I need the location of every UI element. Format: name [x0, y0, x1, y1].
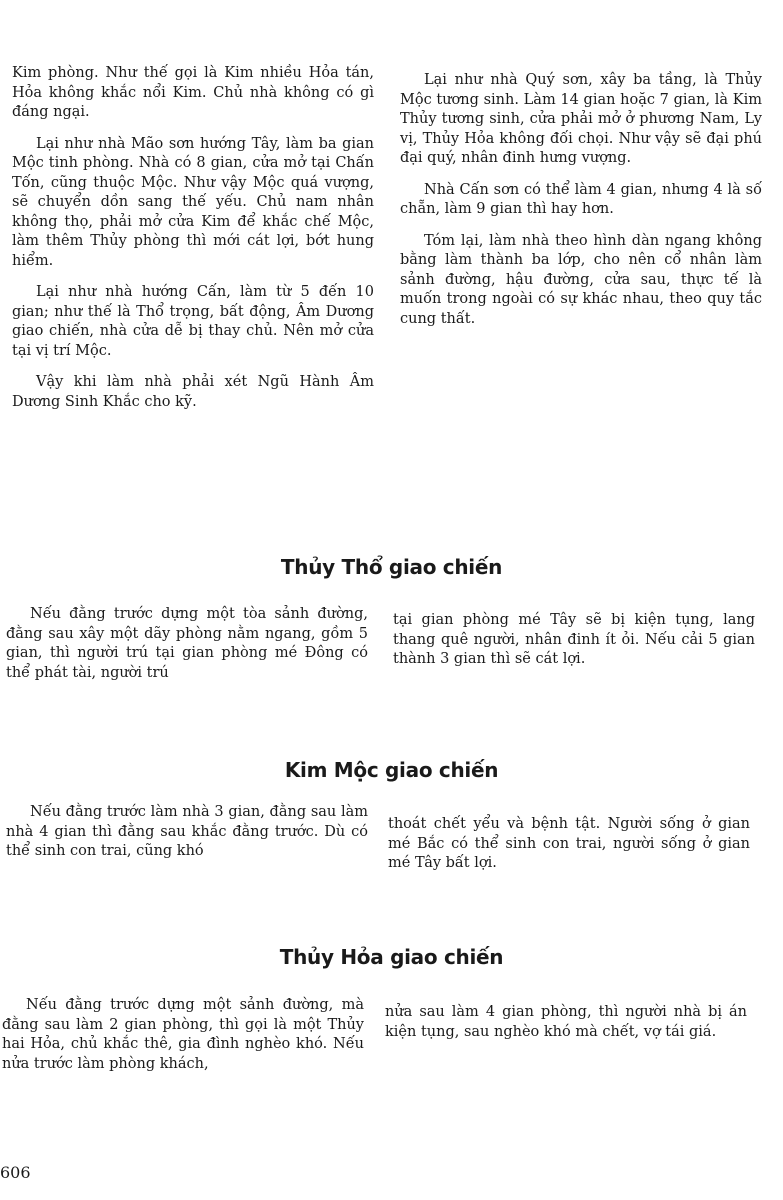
section-right-column — [385, 1003, 747, 1054]
section-heading: Thủy Hỏa giao chiến — [279, 945, 504, 969]
section-right-column — [388, 815, 750, 886]
paragraph: Tóm lại, làm nhà theo hình dàn ngang không bằng làm thành ba lớp, cho nên cổ nhân làm sảnh đường, hậu đường, cửa sau, thực tế là muốn trong ngoài có sự khác nhau, theo quy tắc cung thất. — [400, 232, 762, 327]
section-left-column — [6, 803, 368, 874]
paragraph: Lại như nhà Mão sơn hướng Tây, làm ba gian Mộc tinh phòng. Nhà có 8 gian, cửa mở tại Chấn Tốn, cũng thuộc Mộc. Như vậy Mộc quá vượng, sẽ chuyển dồn sang thế yếu. Chủ nam nhân không thọ, phải mở cửa Kim để khắc chế Mộc, làm thêm Thủy phòng thì mới cát lợi, bớt hung hiểm. — [12, 135, 374, 269]
paragraph: tại gian phòng mé Tây sẽ bị kiện tụng, lang thang quê người, nhân đinh ít ỏi. Nếu cải 5 gian thành 3 gian thì sẽ cát lợi. — [393, 612, 755, 667]
paragraph: Lại như nhà hướng Cấn, làm từ 5 đến 10 gian; như thế là Thổ trọng, bất động, Âm Dương giao chiến, nhà cửa dễ bị thay chủ. Nên mở cửa tại vị trí Mộc. — [12, 284, 374, 359]
paragraph: Nhà Cấn sơn có thể làm 4 gian, nhưng 4 là số chẵn, làm 9 gian thì hay hơn. — [400, 181, 762, 217]
paragraph: Kim phòng. Như thế gọi là Kim nhiều Hỏa tán, Hỏa không khắc nổi Kim. Chủ nhà không có gì đáng ngại. — [12, 65, 374, 120]
paragraph: Nếu đằng trước dựng một sảnh đường, mà đằng sau làm 2 gian phòng, thì gọi là một Thủy hai Hỏa, chủ khắc thê, gia đình nghèo khó. Nếu nửa trước làm phòng khách, — [2, 997, 364, 1072]
top-left-column — [12, 64, 374, 424]
paragraph: Nếu đằng trước làm nhà 3 gian, đằng sau làm nhà 4 gian thì đằng sau khắc đằng trước. Dù có thể sinh con trai, cũng khó — [6, 804, 368, 859]
paragraph: Vậy khi làm nhà phải xét Ngũ Hành Âm Dương Sinh Khắc cho kỹ. — [12, 374, 374, 410]
paragraph: Lại như nhà Quý sơn, xây ba tầng, là Thủy Mộc tương sinh. Làm 14 gian hoặc 7 gian, là Kim Thủy tương sinh, cửa phải mở ở phương Nam, Ly vị, Thủy Hỏa không đối chọi. Như vậy sẽ đại phú đại quý, nhân đinh hưng vượng. — [400, 72, 762, 166]
section-heading: Thủy Thổ giao chiến — [280, 555, 503, 579]
section-left-column — [6, 605, 368, 695]
paragraph: thoát chết yểu và bệnh tật. Người sống ở gian mé Bắc có thể sinh con trai, người sống ở gian mé Tây bất lợi. — [388, 816, 750, 871]
page-number: 606 — [0, 1163, 31, 1182]
top-right-column — [400, 71, 762, 341]
paragraph: Nếu đằng trước dựng một tòa sảnh đường, đằng sau xây một dãy phòng nằm ngang, gồm 5 gian, thì người trú tại gian phòng mé Đông có thể phát tài, người trú — [6, 606, 368, 681]
section-right-column — [393, 611, 755, 682]
section-left-column — [2, 996, 364, 1086]
section-heading: Kim Mộc giao chiến — [284, 758, 499, 782]
paragraph: nửa sau làm 4 gian phòng, thì người nhà bị án kiện tụng, sau nghèo khó mà chết, vợ tái giá. — [385, 1004, 747, 1040]
